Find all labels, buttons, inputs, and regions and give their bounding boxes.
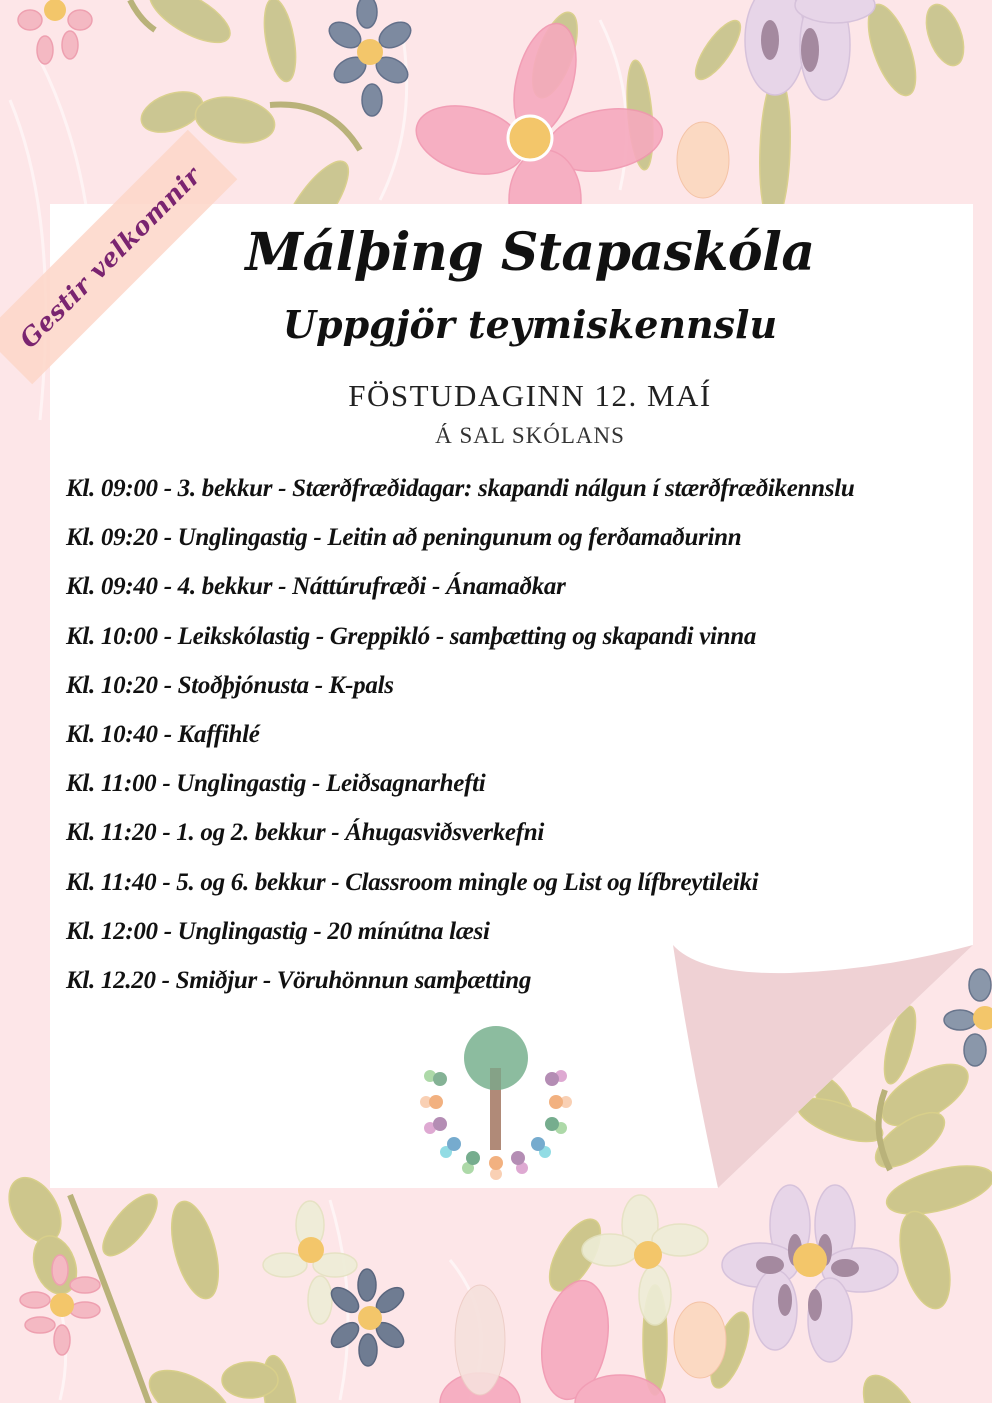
schedule-item: Kl. 09:40 - 4. bekkur - Náttúrufræði - Ánamaðkar: [66, 573, 566, 601]
poster-subtitle: Uppgjör teymiskennslu: [282, 302, 778, 347]
schedule-item: Kl. 10:40 - Kaffihlé: [66, 720, 260, 748]
school-logo-tree-icon: [416, 1020, 586, 1180]
welcome-banner-text: Gestir velkomnir: [13, 160, 207, 354]
schedule-item: Kl. 11:20 - 1. og 2. bekkur - Áhugasviðsverkefni: [66, 819, 544, 847]
event-venue: Á SAL SKÓLANS: [435, 423, 625, 448]
schedule-item: Kl. 10:20 - Stoðþjónusta - K-pals: [66, 671, 394, 699]
schedule-list: [66, 470, 854, 1011]
schedule-item: Kl. 11:40 - 5. og 6. bekkur - Classroom mingle og List og lífbreytileiki: [66, 868, 759, 896]
schedule-item: Kl. 09:00 - 3. bekkur - Stærðfræðidagar: skapandi nálgun í stærðfræðikennslu: [66, 475, 855, 502]
schedule-item: Kl. 11:00 - Unglingastig - Leiðsagnarhefti: [66, 770, 486, 798]
schedule-item: Kl. 10:00 - Leikskólastig - Greppikló - samþætting og skapandi vinna: [66, 622, 757, 650]
schedule-item: Kl. 12.20 - Smiðjur - Vöruhönnun samþætting: [66, 966, 532, 994]
poster-title: Málþing Stapaskóla: [245, 222, 815, 283]
schedule-item: Kl. 09:20 - Unglingastig - Leitin að peningunum og ferðamaðurinn: [66, 524, 742, 552]
event-date: FÖSTUDAGINN 12. MAÍ: [348, 378, 712, 413]
schedule-item: Kl. 12:00 - Unglingastig - 20 mínútna læsi: [66, 917, 490, 945]
